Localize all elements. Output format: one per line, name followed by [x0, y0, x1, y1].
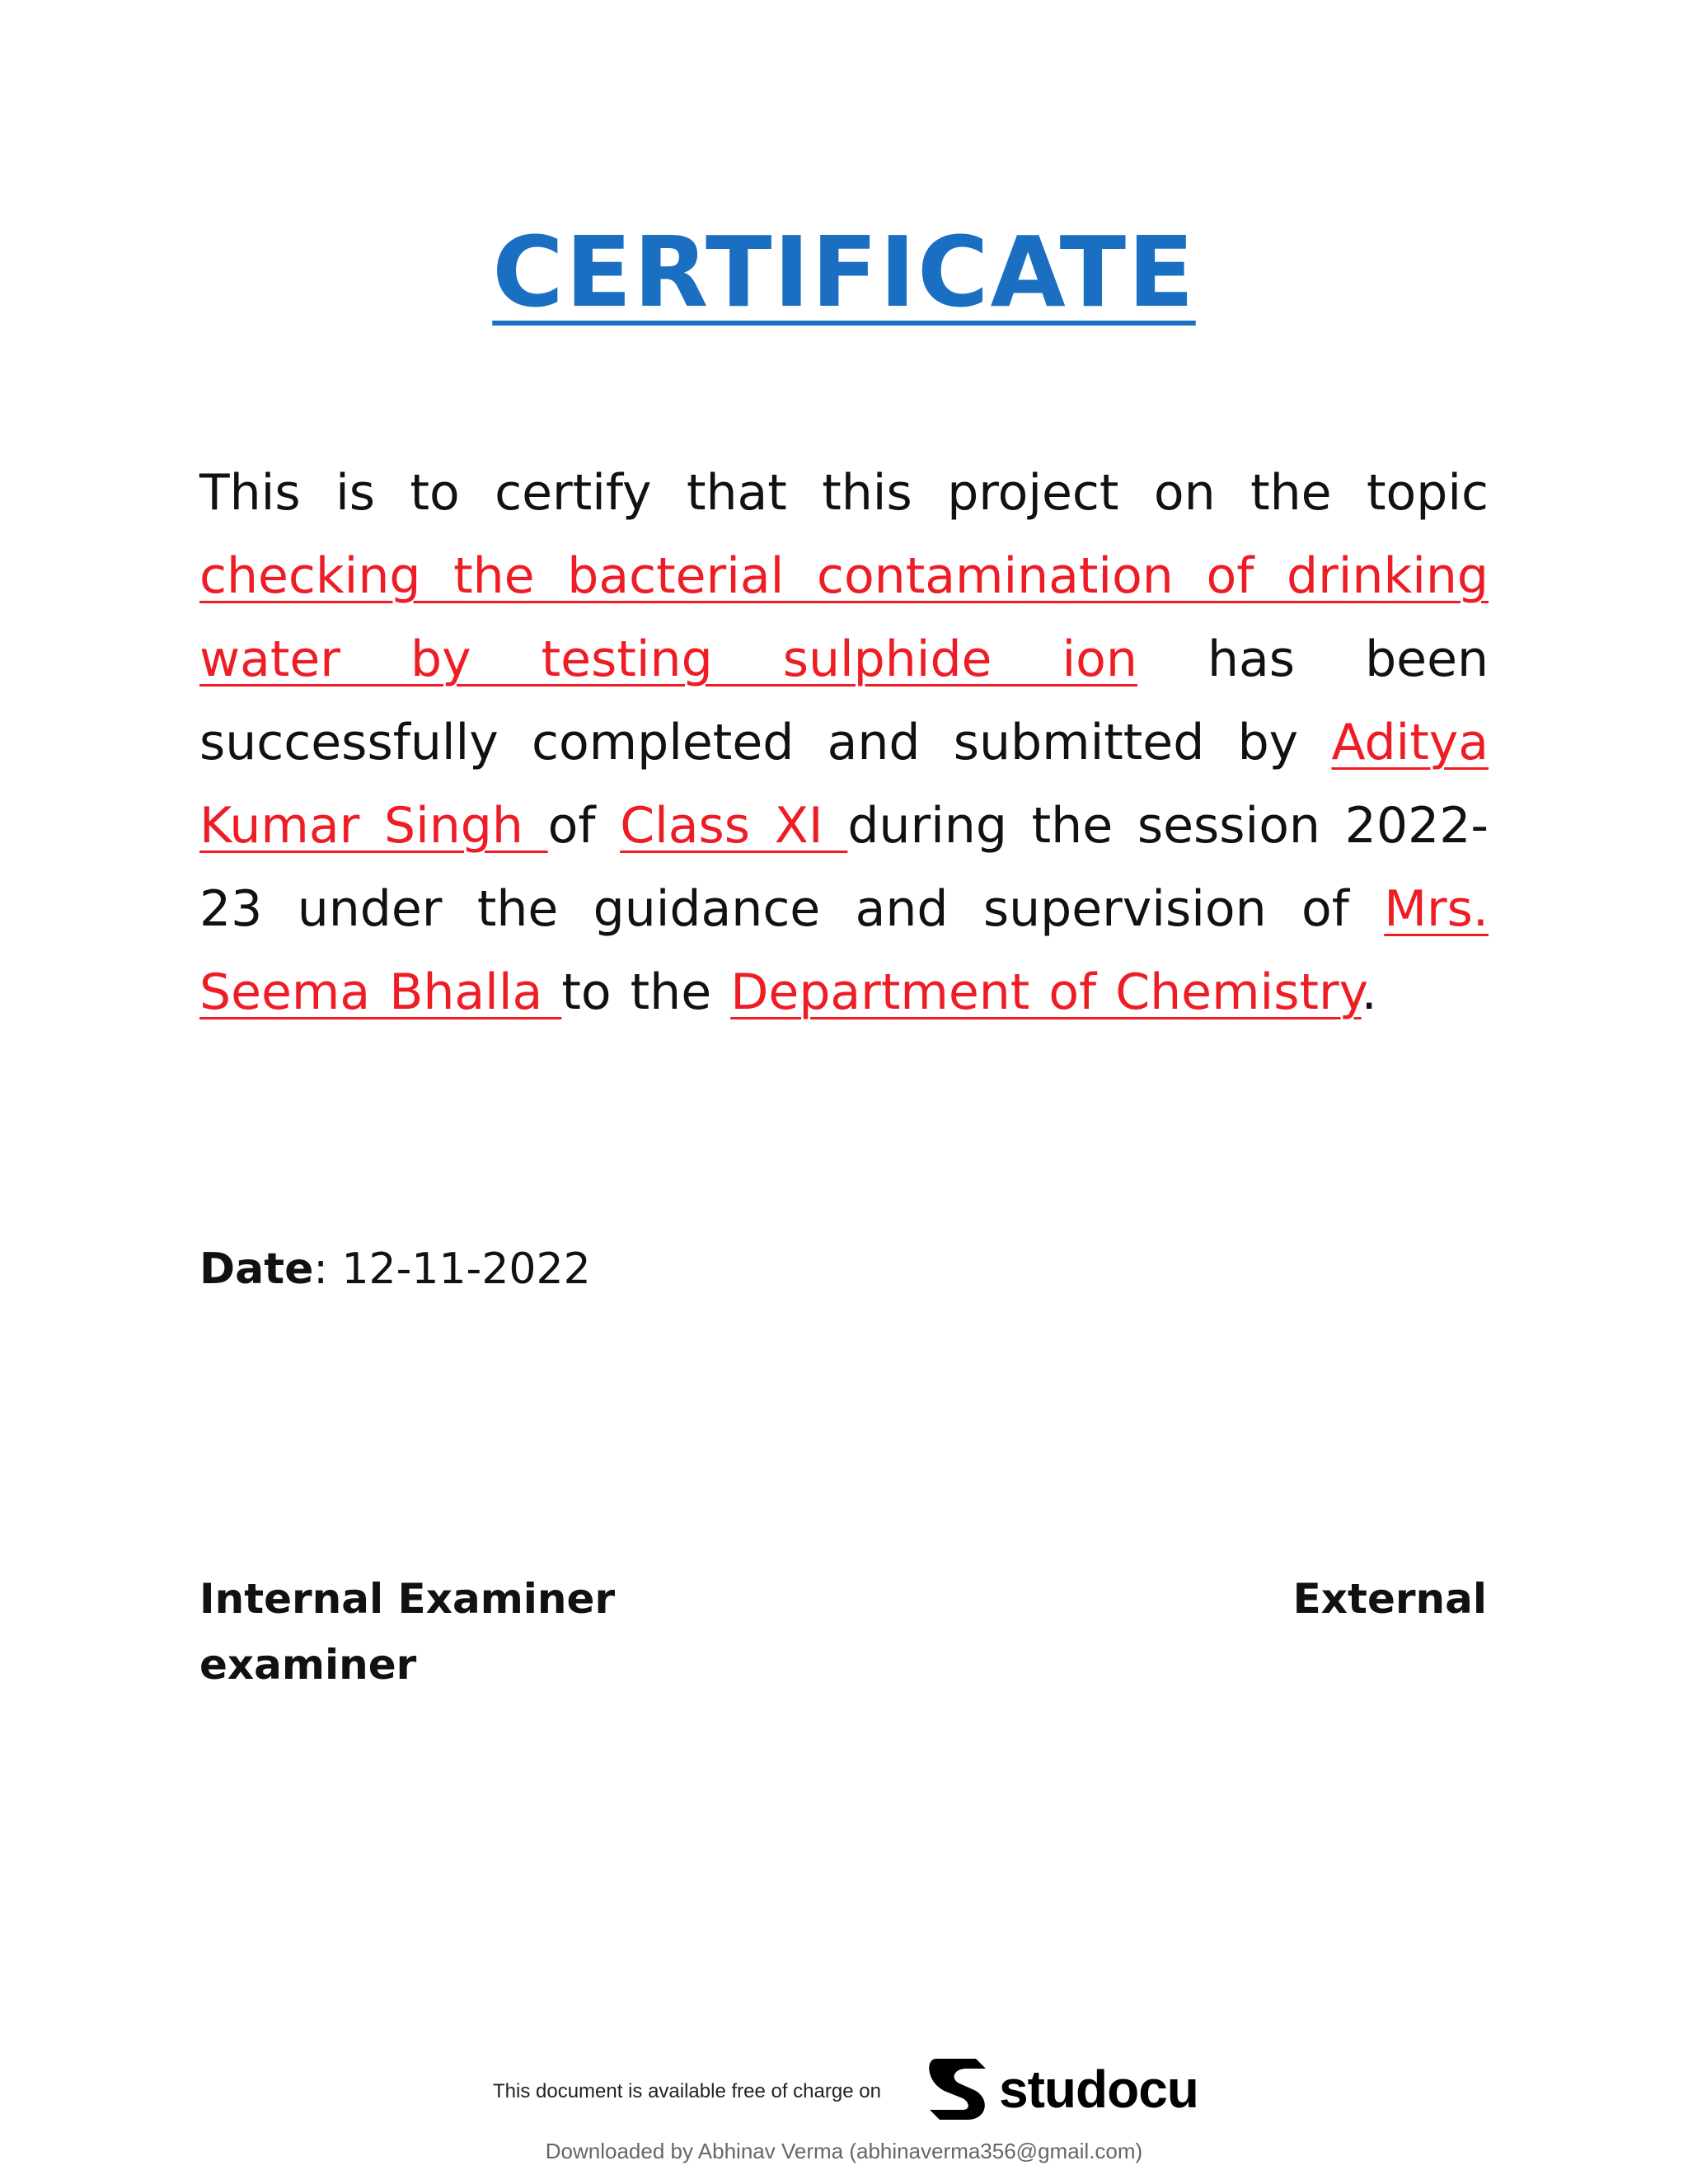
student-name: Aditya Kumar Singh [199, 714, 1489, 855]
project-topic: checking the bacterial contamination of drinking water by testing sulphide ion [199, 547, 1489, 688]
to-the-text: to the [561, 963, 731, 1021]
department-name: Department of Chemistry [730, 963, 1362, 1021]
date-separator: : [313, 1244, 342, 1294]
completion-text: has been successfully completed and submitted by [199, 630, 1489, 771]
of-text: of [547, 797, 621, 855]
internal-examiner-label: Internal Examiner [199, 1575, 616, 1623]
date-line [199, 1240, 591, 1298]
internal-examiner-block [199, 1566, 1024, 1698]
session-text: during the session 2022-23 under the guidance and supervision of [199, 797, 1489, 938]
certificate-title: CERTIFICATE [492, 215, 1196, 329]
external-examiner-label-wrap: examiner [199, 1641, 417, 1689]
certificate-body [199, 452, 1489, 1034]
date-value: 12-11-2022 [341, 1244, 591, 1294]
end-punctuation: . [1361, 963, 1377, 1021]
download-attribution: Downloaded by Abhinav Verma (abhinaverma356@gmail.com) [545, 2139, 1143, 2163]
intro-text: This is to certify that this project on the topic [199, 464, 1489, 522]
teacher-name: Mrs. Seema Bhalla [199, 880, 1489, 1021]
studocu-logo-icon [925, 2055, 991, 2123]
footer-availability-note: This document is available free of charge on [493, 2080, 881, 2102]
class-name: Class XI [620, 797, 848, 855]
studocu-brand[interactable] [925, 2052, 1198, 2126]
date-label: Date [199, 1244, 314, 1294]
studocu-wordmark: studocu [999, 2060, 1198, 2119]
external-examiner-label: External [1292, 1575, 1487, 1623]
